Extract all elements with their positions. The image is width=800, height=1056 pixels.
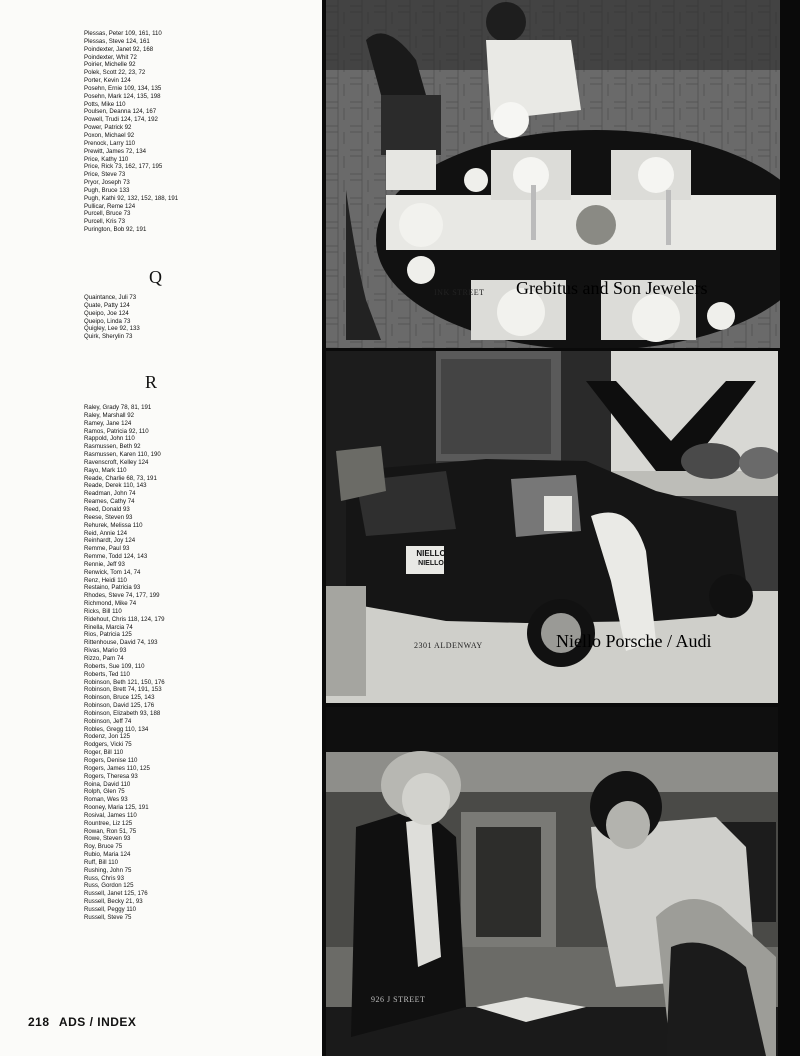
- index-entry: Roger, Bill 110: [84, 749, 124, 757]
- index-entry: Renz, Heidi 110: [84, 576, 127, 584]
- ad-street-jewelry: 926 J STREET: [371, 995, 426, 1004]
- index-entry: Polek, Scott 22, 23, 72: [84, 69, 146, 77]
- index-entry: Russell, Janet 125, 176: [84, 890, 148, 898]
- photo-grebitus-jewelers: [326, 0, 780, 348]
- index-entry: Poirier, Michelle 92: [84, 61, 136, 69]
- index-entry: Plessas, Peter 109, 161, 110: [84, 30, 162, 37]
- index-entry: Plessas, Steve 124, 161: [84, 37, 150, 45]
- index-entry: Pryor, Joseph 73: [84, 179, 130, 187]
- index-entry: Posehn, Ernie 109, 134, 135: [84, 84, 162, 92]
- index-entry: Queipo, Linda 73: [84, 317, 131, 325]
- index-entry: Quigley, Lee 92, 133: [84, 325, 140, 333]
- index-entry: Ravenscroft, Kelley 124: [84, 458, 149, 466]
- index-entry: Porter, Kevin 124: [84, 77, 131, 85]
- index-entry: Rowe, Steven 93: [84, 835, 131, 843]
- index-entry: Rasmussen, Beth 92: [84, 443, 141, 451]
- index-entry: Rasmussen, Karen 110, 190: [84, 451, 161, 459]
- index-letter-q: Q: [149, 267, 162, 287]
- plate-text-top: NIELLO: [416, 549, 446, 558]
- ad-name-niello: Niello Porsche / Audi: [556, 631, 712, 651]
- index-entry: Readman, John 74: [84, 490, 136, 498]
- plate-text-bottom: NIELLO: [418, 560, 444, 567]
- index-entry: Rountree, Liz 125: [84, 819, 133, 827]
- index-entry: Russ, Gordon 125: [84, 882, 134, 890]
- index-entry: Rayo, Mark 110: [84, 466, 127, 474]
- index-entry: Rehurek, Melissa 110: [84, 521, 143, 529]
- index-entry: Posehn, Mark 124, 135, 198: [84, 92, 161, 100]
- index-entry: Robles, Gregg 110, 134: [84, 725, 149, 733]
- index-entry: Ridehout, Chris 118, 124, 179: [84, 615, 165, 623]
- index-entry: Reid, Annie 124: [84, 529, 128, 537]
- index-entry: Rizzo, Pam 74: [84, 655, 124, 662]
- index-entry: Reinhardt, Joy 124: [84, 537, 136, 545]
- index-entry: Powell, Trudi 124, 174, 192: [84, 116, 158, 124]
- index-entry: Rappold, John 110: [84, 435, 135, 443]
- index-entry: Richmond, Mike 74: [84, 600, 137, 608]
- photo-jewelry-counter: [326, 707, 778, 1056]
- ad-name-grebitus: Grebitus and Son Jewelers: [516, 278, 708, 298]
- ad-street-niello: 2301 ALDENWAY: [414, 641, 483, 650]
- index-entry: Ruff, Bill 110: [84, 858, 118, 866]
- page-footer: [28, 1015, 136, 1029]
- index-entry: Quate, Patty 124: [84, 301, 130, 309]
- index-entry: Reed, Donald 93: [84, 505, 130, 513]
- index-entry: Potts, Mike 110: [84, 100, 126, 108]
- index-letter-r: R: [145, 372, 158, 392]
- ad-street-grebitus: INK STREET: [434, 288, 485, 297]
- index-entry: Ramos, Patricia 92, 110: [84, 427, 149, 435]
- index-entry: Rodgers, Vicki 75: [84, 741, 132, 749]
- index-entry: Russell, Becky 21, 93: [84, 898, 143, 906]
- index-entry: Robinson, Brett 74, 191, 153: [84, 686, 162, 694]
- index-entry: Prenock, Larry 110: [84, 139, 136, 147]
- index-entry: Quaintance, Juli 73: [84, 294, 137, 301]
- section-title: ADS / INDEX: [58, 1015, 137, 1029]
- index-list-p: [84, 30, 178, 234]
- index-entry: Rogers, James 110, 125: [84, 764, 150, 772]
- index-entry: Rooney, Maria 125, 191: [84, 804, 149, 812]
- index-list-q: [84, 294, 140, 341]
- index-entry: Rosival, James 110: [84, 811, 137, 819]
- index-entry: Purington, Bob 92, 191: [84, 226, 147, 234]
- index-entry: Russ, Chris 93: [84, 874, 124, 882]
- index-entry: Prewitt, James 72, 134: [84, 147, 146, 155]
- index-entry: Poindexter, Janet 92, 168: [84, 45, 154, 53]
- index-entry: Renwick, Tom 14, 74: [84, 568, 141, 576]
- index-entry: Quirk, Sherylin 73: [84, 333, 133, 341]
- index-entry: Pugh, Bruce 133: [84, 186, 130, 194]
- index-entry: Remme, Todd 124, 143: [84, 553, 148, 561]
- license-plate: [414, 548, 448, 574]
- index-entry: Rennie, Jeff 93: [84, 560, 125, 568]
- index-entry: Reese, Steven 93: [84, 513, 133, 521]
- index-entry: Rittenhouse, David 74, 193: [84, 639, 158, 647]
- index-entry: Rogers, Denise 110: [84, 756, 138, 764]
- photo-niello-dealership: [326, 351, 778, 703]
- index-entry: Rios, Patricia 125: [84, 631, 132, 639]
- index-entry: Robinson, Elizabeth 93, 188: [84, 709, 161, 717]
- index-entry: Roberts, Ted 110: [84, 670, 130, 678]
- index-entry: Rogers, Theresa 93: [84, 772, 138, 780]
- index-entry: Raley, Grady 78, 81, 191: [84, 404, 152, 411]
- index-entry: Ricks, Bill 110: [84, 607, 122, 615]
- index-entry: Rubio, Maria 124: [84, 851, 131, 859]
- index-entry: Reade, Charlie 68, 73, 191: [84, 474, 157, 482]
- index-entry: Ramey, Jane 124: [84, 419, 132, 427]
- index-entry: Price, Kathy 110: [84, 155, 129, 163]
- index-entry: Roman, Wes 93: [84, 796, 128, 804]
- index-entry: Robinson, David 125, 176: [84, 702, 155, 710]
- index-entry: Purcell, Kris 73: [84, 218, 125, 226]
- index-entry: Rushing, John 75: [84, 866, 132, 874]
- index-entry: Robinson, Jeff 74: [84, 717, 132, 725]
- index-entry: Reade, Derek 110, 143: [84, 482, 147, 490]
- index-entry: Roberts, Sue 109, 110: [84, 662, 145, 670]
- index-entry: Rhodes, Steve 74, 177, 199: [84, 592, 160, 600]
- index-entry: Rolph, Glen 75: [84, 788, 125, 796]
- index-entry: Rowan, Ron 51, 75: [84, 827, 137, 835]
- index-entry: Remme, Paul 93: [84, 545, 130, 553]
- index-entry: Rinella, Marcia 74: [84, 623, 133, 631]
- index-entry: Robinson, Bruce 125, 143: [84, 694, 155, 702]
- page-number: 218: [28, 1015, 50, 1029]
- index-entry: Reames, Cathy 74: [84, 498, 135, 506]
- index-entry: Price, Rick 73, 162, 177, 195: [84, 163, 163, 171]
- index-entry: Russell, Peggy 110: [84, 906, 137, 913]
- index-entry: Russell, Steve 75: [84, 913, 132, 921]
- index-list-r: [84, 404, 165, 922]
- index-entry: Queipo, Joe 124: [84, 309, 129, 317]
- index-entry: Pugh, Kathi 92, 132, 152, 188, 191: [84, 194, 179, 202]
- index-entry: Restaino, Patricia 93: [84, 584, 141, 592]
- index-entry: Robinson, Beth 121, 150, 176: [84, 678, 165, 686]
- index-entry: Raley, Marshall 92: [84, 411, 135, 419]
- index-entry: Rodenz, Jon 125: [84, 733, 131, 741]
- index-entry: Pullicar, Reme 124: [84, 202, 136, 210]
- index-entry: Purcell, Bruce 73: [84, 210, 131, 218]
- index-entry: Power, Patrick 92: [84, 124, 132, 132]
- index-entry: Poxon, Michael 92: [84, 131, 135, 139]
- index-entry: Roina, David 110: [84, 780, 131, 788]
- index-entry: Poindexter, Whit 72: [84, 53, 137, 61]
- index-entry: Rivas, Mario 93: [84, 647, 127, 655]
- index-entry: Roy, Bruce 75: [84, 843, 123, 851]
- index-entry: Poulsen, Deanna 124, 167: [84, 108, 157, 116]
- index-entry: Price, Steve 73: [84, 171, 126, 179]
